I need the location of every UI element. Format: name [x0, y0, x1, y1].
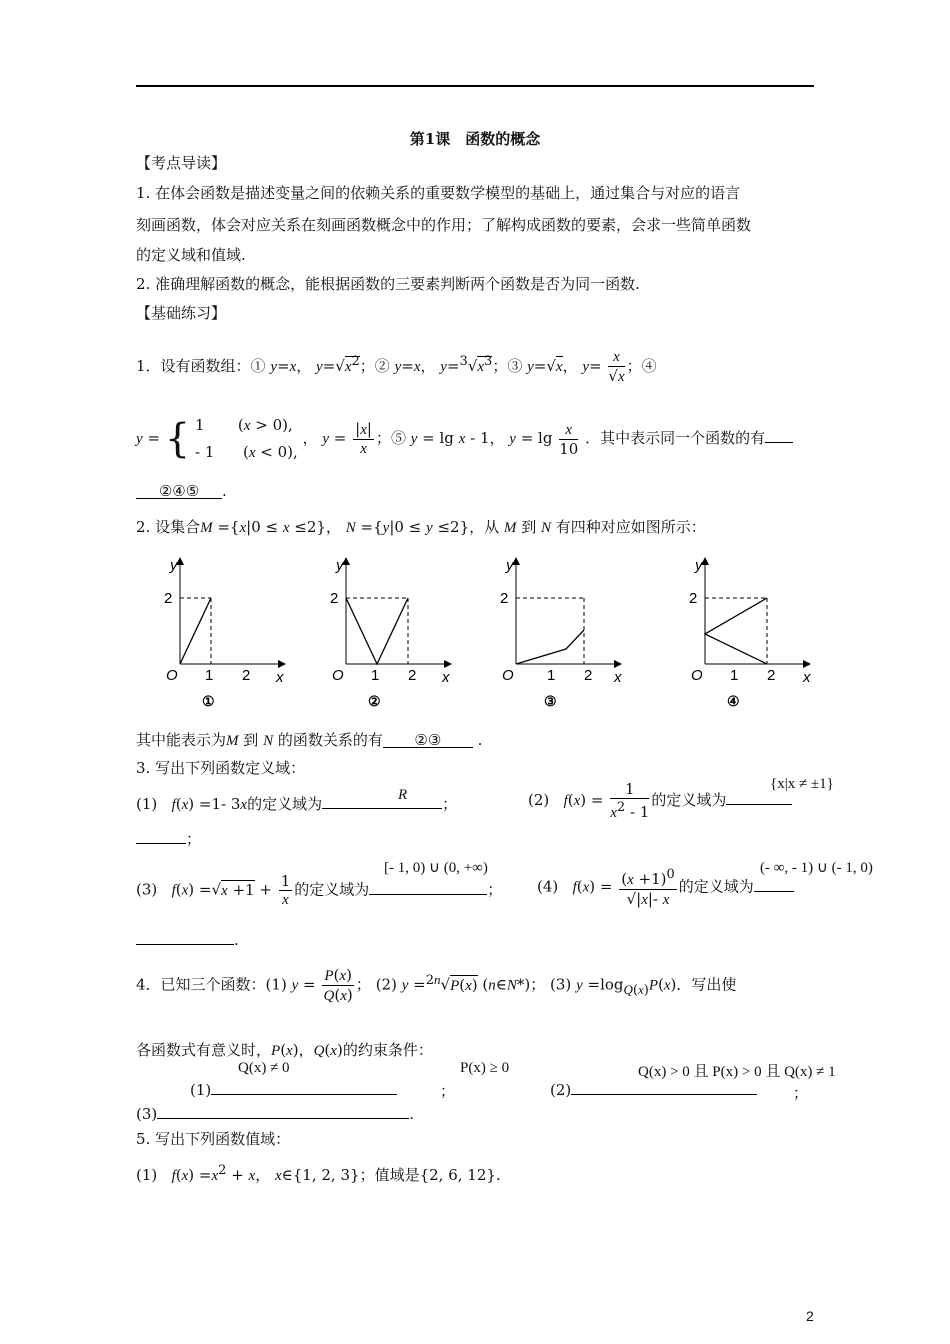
q1-answer-line: ②④⑤ . — [136, 482, 227, 500]
svg-text:2: 2 — [242, 667, 251, 684]
svg-text:1: 1 — [547, 667, 556, 684]
q3-answer-1: R — [398, 787, 408, 803]
svg-text:2: 2 — [408, 667, 417, 684]
svg-text:x: x — [614, 669, 622, 686]
q3-answer-3: [- 1, 0) ∪ (0, +∞) — [384, 860, 488, 876]
q4-line1: 4．已知三个函数：(1) y = $\frac{P(x)}{Q(x)}$ ； (2) y =$^{2n}$√P(x) (n∈N*)； (3) $y =\log_{Q(x)}P(x)$．写出使 — [136, 966, 737, 1004]
q3-4: (4) f(x) = $\frac{(x +1)^0}{√|x|- x}$ 的定义域为 — [537, 866, 794, 909]
q5-1: (1) $f(x) =x^2 + x$， x∈{1, 2, 3}；值域是{2, 6, 12}. — [136, 1163, 501, 1184]
svg-text:2: 2 — [164, 590, 173, 607]
header-rule — [136, 85, 814, 87]
q3-2-cont: ； — [136, 827, 201, 849]
intro-p1-line3: 的定义域和值域. — [136, 246, 246, 264]
graph-1 — [164, 557, 285, 709]
lesson-title: 第1课 函数的概念 — [409, 130, 541, 148]
q3-lead: 3. 写出下列函数定义域： — [136, 759, 306, 777]
svg-text:O: O — [166, 667, 178, 684]
q4-sep-2: ； — [793, 1084, 809, 1102]
q5-lead: 5. 写出下列函数值域： — [136, 1130, 291, 1148]
graph-1-label: ① — [202, 693, 215, 709]
svg-text:2: 2 — [767, 667, 776, 684]
svg-text:x: x — [276, 669, 284, 686]
q4-line2: 各函数式有意义时，P(x)，Q(x)的约束条件： — [136, 1041, 433, 1059]
q4-answer-1: Q(x) ≠ 0 — [238, 1060, 290, 1076]
svg-text:2: 2 — [330, 590, 339, 607]
section-jichu: 【基础练习】 — [136, 304, 227, 322]
q5-answer: {2, 6, 12} — [419, 1166, 496, 1184]
svg-text:1: 1 — [205, 667, 214, 684]
svg-text:O: O — [691, 667, 703, 684]
q3-answer-2: {x|x ≠ ±1} — [770, 776, 834, 792]
svg-text:y: y — [506, 557, 514, 574]
graph-2 — [330, 557, 451, 709]
svg-text:2: 2 — [500, 590, 509, 607]
section-kaodian: 【考点导读】 — [136, 154, 227, 172]
q3-answer-4: (- ∞, - 1) ∪ (- 1, 0) — [760, 860, 873, 876]
q1-line2: y = { 1 (x > 0), - 1 (x < 0), ， y = $\frac{|x|}{x}$ ；⑤ y = lg x - 1， y = lg $\frac{x}{10}$ ．其中表示同一个函数的有 — [136, 412, 793, 466]
q2-line: 2. 设集合M ={x|0 ≤ x ≤2}， N ={y|0 ≤ y ≤2}，从 M 到 N 有四种对应如图所示： — [136, 518, 706, 536]
svg-text:x: x — [803, 669, 811, 686]
graph-4 — [689, 557, 811, 709]
q4-answer-2: P(x) ≥ 0 — [460, 1060, 510, 1076]
q3-1: (1) f(x) =1- 3x的定义域为 ； — [136, 792, 457, 814]
svg-text:2: 2 — [584, 667, 593, 684]
q3-2: (2) f(x) = $\frac{1}{x^2 - 1}$ 的定义域为 — [528, 780, 792, 822]
q4-answer-3: Q(x) > 0 且 P(x) > 0 且 Q(x) ≠ 1 — [638, 1064, 836, 1080]
q3-3: (3) f(x) =√x +1 + $\frac{1}{x}$ 的定义域为 ； — [136, 872, 503, 908]
svg-text:1: 1 — [371, 667, 380, 684]
q3-4-cont: . — [136, 928, 239, 949]
q2-result: 其中能表示为M 到 N 的函数关系的有 ②③ . — [136, 731, 483, 749]
q2-answer: ②③ — [414, 731, 442, 749]
intro-p1-line2: 刻画函数，体会对应关系在刻画函数概念中的作用；了解构成函数的要素，会求一些简单函数 — [136, 216, 752, 234]
graph-2-label: ② — [368, 693, 381, 709]
q1-answer: ②④⑤ — [158, 482, 200, 500]
q4-sep-1: ； — [440, 1082, 456, 1100]
svg-text:O: O — [332, 667, 344, 684]
q4-blank-3: (3) . — [136, 1102, 414, 1123]
svg-text:O: O — [502, 667, 514, 684]
q1-line1: 1．设有函数组：① y=x， $y=√x^2$；② y=x， $y=^3√x^3$；③ y=√x， y= $\frac{x}{√x}$ ；④ — [136, 349, 657, 385]
graph-3 — [500, 557, 622, 709]
graph-4-label: ④ — [727, 693, 740, 709]
svg-text:y: y — [336, 557, 344, 574]
q4-blank-1: (1) — [190, 1078, 397, 1099]
svg-text:y: y — [695, 557, 703, 574]
svg-text:1: 1 — [730, 667, 739, 684]
graph-3-label: ③ — [544, 693, 557, 709]
svg-text:2: 2 — [689, 590, 698, 607]
intro-p2: 2. 准确理解函数的概念，能根据函数的三要素判断两个函数是否为同一函数. — [136, 275, 640, 293]
correspondence-graphs — [150, 548, 830, 718]
svg-text:y: y — [170, 557, 178, 574]
intro-p1-line1: 1. 在体会函数是描述变量之间的依赖关系的重要数学模型的基础上，通过集合与对应的语言 — [136, 184, 741, 202]
page-number: 2 — [806, 1308, 814, 1324]
q4-blank-2: (2) — [550, 1078, 757, 1099]
svg-text:x: x — [442, 669, 450, 686]
